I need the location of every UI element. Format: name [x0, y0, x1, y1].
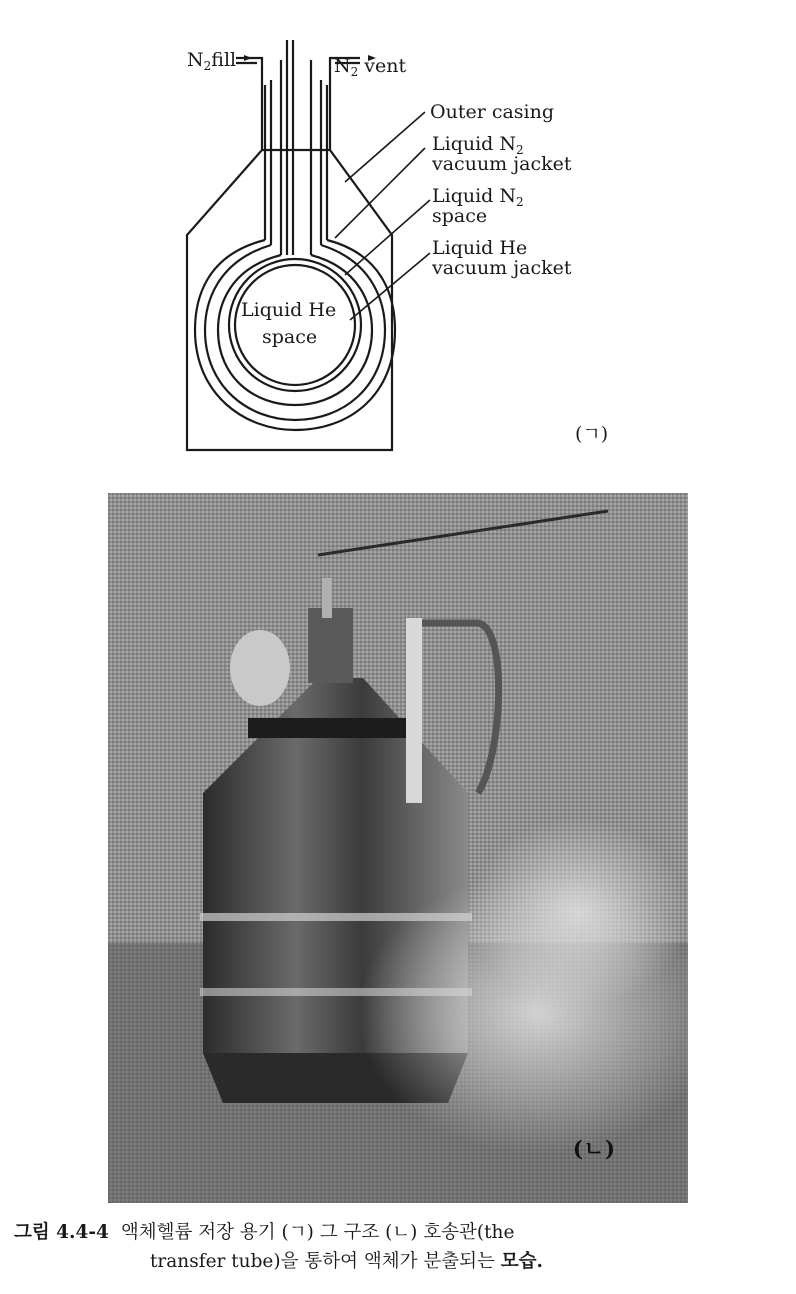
caption-line2: transfer tube)을 통하여 액체가 분출되는: [150, 1251, 495, 1272]
neck-tube-inner: [281, 60, 311, 255]
ln2-space-label-line1: Liquid $N_2$: [432, 185, 524, 209]
caption-line2-tail: 모습.: [500, 1251, 543, 1272]
lhe-jacket-label-line2: vacuum jacket: [432, 257, 572, 279]
n2-fill-inlet: [236, 58, 262, 85]
fill-pipe: [287, 40, 293, 255]
ln2-jacket-label-line1: Liquid $N_2$: [432, 133, 524, 157]
lhe-jacket-leader: [350, 253, 430, 320]
dewar-structure-diagram: [0, 0, 796, 470]
dewar-photo-illustration: [108, 493, 688, 1203]
neck-tube-outer: [265, 85, 327, 240]
outer-casing-label: Outer casing: [430, 101, 555, 123]
lhe-jacket-label-line1: Liquid He: [432, 237, 528, 259]
lhe-space-label-line2: space: [262, 326, 318, 348]
neck-tube-middle: [271, 80, 321, 245]
figure-number: 그림 4.4-4: [14, 1222, 109, 1243]
n2-fill-label: $N_2fill$: [187, 49, 237, 73]
photo-panel-label: (ㄴ): [572, 1136, 616, 1161]
dewar-photo: [108, 493, 688, 1203]
outer-casing-leader: [345, 112, 425, 182]
ln2-jacket-label-line2: vacuum jacket: [432, 153, 572, 175]
lhe-space-label-line1: Liquid He: [241, 299, 337, 321]
liquid-he-vessel: [229, 259, 361, 391]
n2-vent-label: $N_2$ vent: [334, 55, 407, 79]
ln2-jacket-leader: [335, 148, 425, 238]
ln2-space-label-line2: space: [432, 205, 488, 227]
diagram-panel-label: (ㄱ): [575, 423, 609, 445]
liquid-he-vessel-inner: [235, 265, 355, 385]
caption-line1: 액체헬륨 저장 용기 (ㄱ) 그 구조 (ㄴ) 호송관(the: [120, 1222, 515, 1243]
